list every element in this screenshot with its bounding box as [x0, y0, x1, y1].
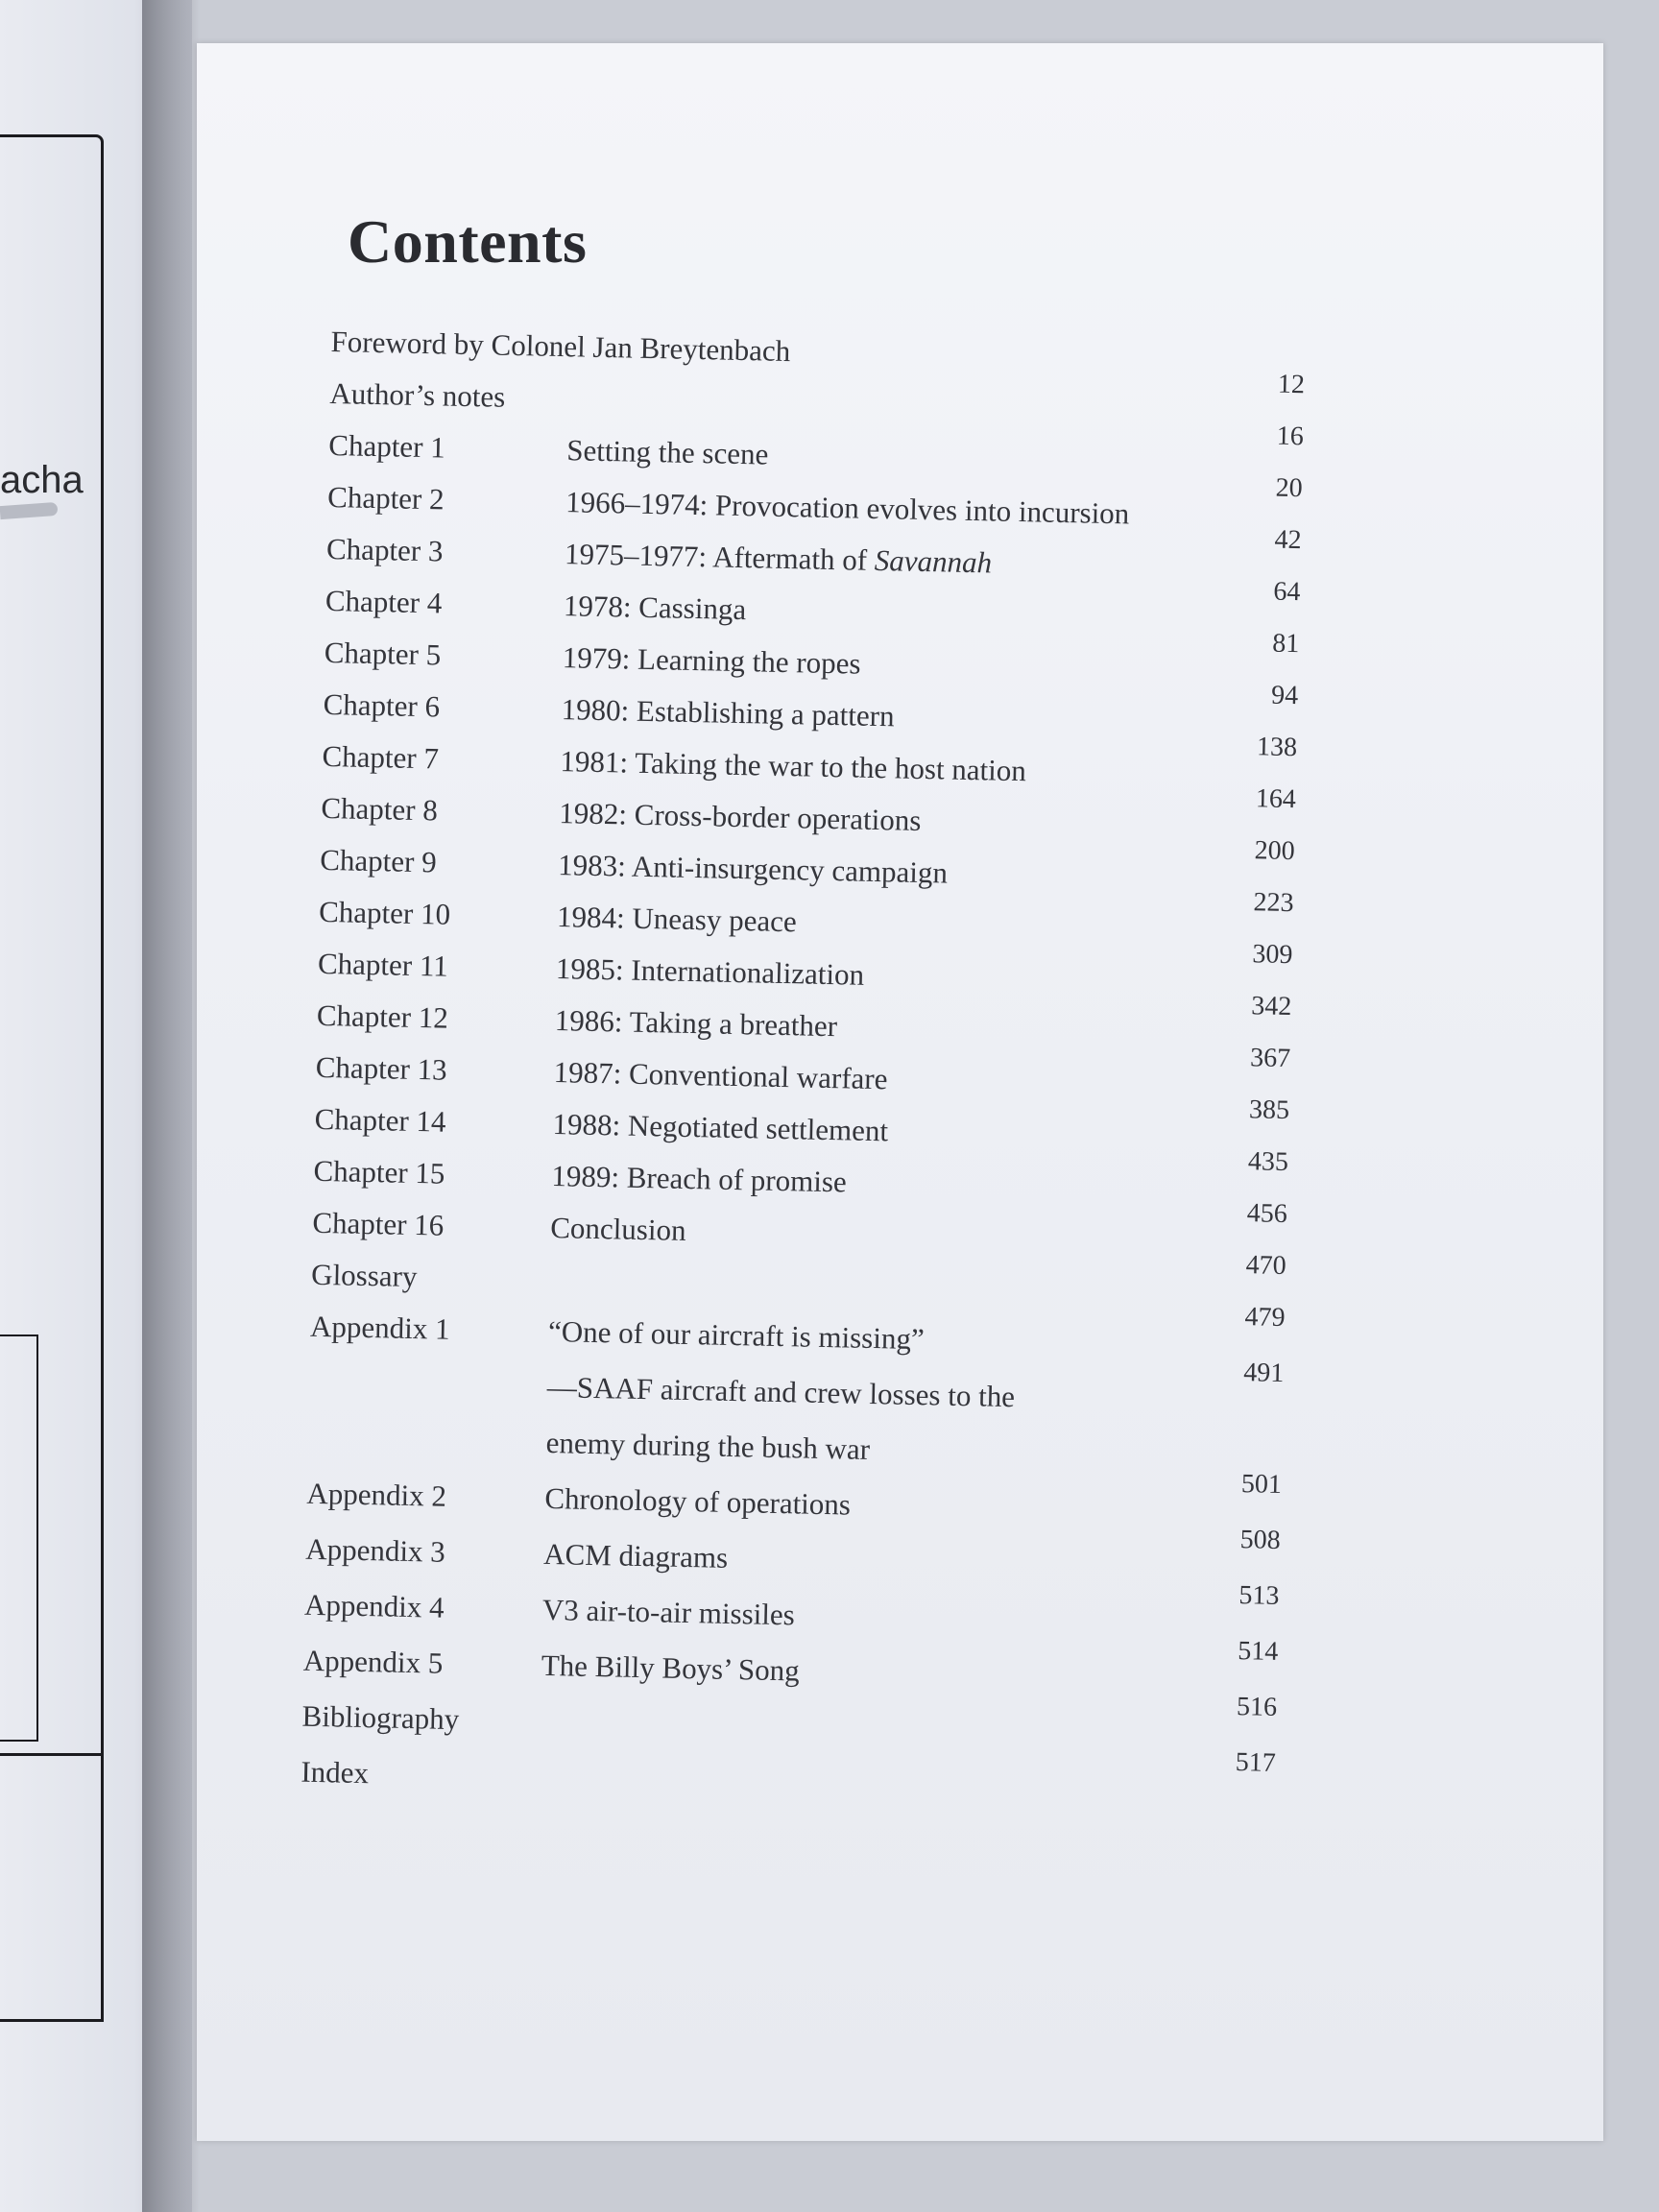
toc-entry-page-number: 517: [1235, 1747, 1277, 1778]
toc-entry-label: Chapter 4: [325, 583, 443, 620]
toc-entry-label: Chapter 12: [316, 998, 449, 1035]
toc-entry-label: Author’s notes: [329, 375, 506, 414]
toc-entry-label: Chapter 8: [321, 790, 439, 828]
toc-entry-title: 1980: Establishing a pattern: [561, 692, 895, 733]
toc-entry-label: Chapter 13: [315, 1049, 448, 1087]
left-page-box: [0, 1334, 38, 1742]
toc-entry-page-number: 508: [1239, 1525, 1282, 1555]
toc-entry-label: Foreword by Colonel Jan Breytenbach: [330, 325, 791, 369]
toc-entry-page-number: 342: [1251, 991, 1292, 1022]
toc-entry-label: Appendix 5: [302, 1643, 444, 1680]
toc-entry-title: 1986: Taking a breather: [554, 1003, 838, 1044]
toc-entry-page-number: 138: [1256, 732, 1298, 763]
toc-entry-title: 1983: Anti-insurgency campaign: [557, 848, 949, 890]
toc-entry-title: “One of our aircraft is missing”: [547, 1313, 926, 1357]
toc-entry-title: ACM diagrams: [542, 1536, 729, 1575]
toc-entry-title: Setting the scene: [565, 433, 769, 471]
toc-entry-title: V3 air-to-air missiles: [541, 1592, 796, 1632]
toc-entry-title: Chronology of operations: [544, 1480, 852, 1522]
toc-entry-page-number: 456: [1246, 1198, 1288, 1230]
toc-entry-label: Chapter 14: [314, 1101, 446, 1139]
toc-entry-title: 1966–1974: Provocation evolves into incursion: [565, 485, 1130, 531]
toc-entry-title: 1981: Taking the war to the host nation: [560, 744, 1027, 788]
toc-entry-title: 1975–1977: Aftermath of Savannah: [564, 537, 993, 580]
toc-entry-label: Appendix 4: [303, 1587, 445, 1624]
toc-entry-label: Chapter 10: [318, 894, 451, 931]
toc-entry-label: Chapter 11: [317, 946, 449, 983]
toc-entry-page-number: 491: [1243, 1358, 1285, 1389]
toc-entry-title: 1988: Negotiated settlement: [552, 1107, 889, 1148]
toc-entry-page-number: 435: [1247, 1146, 1289, 1178]
toc-entry-label: Chapter 1: [328, 427, 446, 465]
toc-entry-title: 1989: Breach of promise: [551, 1159, 848, 1199]
toc-entry-page-number: 513: [1238, 1580, 1280, 1611]
toc-entry-label: Chapter 16: [312, 1205, 445, 1242]
toc-entry-label: Index: [301, 1754, 370, 1791]
toc-entry-title: 1987: Conventional warfare: [553, 1055, 888, 1096]
toc-entry-title-italic: Savannah: [874, 542, 993, 580]
toc-entry-page-number: 385: [1248, 1094, 1290, 1126]
toc-entry-label: Appendix 2: [306, 1476, 447, 1513]
toc-entry-page-number: 200: [1254, 835, 1296, 867]
toc-entry-page-number: 42: [1274, 524, 1302, 556]
toc-entry-page-number: 12: [1277, 369, 1306, 400]
toc-entry-page-number: 367: [1249, 1043, 1291, 1074]
book-spine-shadow: [142, 0, 200, 2212]
toc-entry-page-number: 164: [1255, 783, 1297, 815]
toc-entry-page-number: 20: [1275, 472, 1303, 504]
toc-entry-page-number: 16: [1276, 421, 1305, 452]
toc-entry-page-number: 514: [1237, 1636, 1279, 1667]
toc-entry-title: 1979: Learning the ropes: [562, 640, 861, 681]
left-page-fragment-text: acha: [0, 459, 84, 501]
toc-entry-label: Chapter 7: [322, 738, 440, 776]
toc-entry-page-number: 94: [1270, 680, 1299, 711]
toc-entry-page-number: 309: [1252, 939, 1293, 971]
toc-entry-title: enemy during the bush war: [545, 1425, 871, 1467]
toc-entry-label: Chapter 2: [326, 479, 445, 517]
toc-entry-title: —SAAF aircraft and crew losses to the: [546, 1369, 1016, 1414]
toc-entry-label: Bibliography: [301, 1698, 460, 1737]
toc-entry-label: Chapter 6: [323, 686, 441, 724]
table-of-contents: [301, 325, 1358, 1832]
toc-entry-page-number: 223: [1253, 887, 1294, 919]
toc-entry-label: Chapter 3: [325, 531, 444, 568]
toc-entry-label: Appendix 3: [304, 1531, 446, 1569]
toc-entry-label: Glossary: [310, 1257, 418, 1294]
left-page-rule: [0, 1753, 101, 1756]
toc-entry-page-number: 501: [1240, 1469, 1283, 1500]
toc-entry-page-number: 64: [1273, 576, 1301, 608]
toc-entry-label: Chapter 9: [319, 842, 438, 879]
toc-entry-title: Conclusion: [549, 1210, 686, 1247]
toc-entry-page-number: 81: [1271, 628, 1300, 660]
toc-entry-label: Chapter 15: [313, 1153, 445, 1190]
toc-entry-page-number: 516: [1236, 1692, 1278, 1722]
toc-entry-title: 1982: Cross-border operations: [559, 796, 922, 837]
toc-entry-title: 1978: Cassinga: [563, 589, 747, 627]
toc-entry-title: The Billy Boys’ Song: [541, 1647, 801, 1688]
toc-entry-page-number: 470: [1245, 1250, 1287, 1282]
page-title: Contents: [348, 207, 588, 276]
toc-entry-page-number: 479: [1244, 1302, 1286, 1334]
toc-entry-title: 1984: Uneasy peace: [556, 900, 798, 939]
toc-entry-title: 1985: Internationalization: [555, 951, 865, 992]
toc-entry-label: Chapter 5: [324, 635, 442, 672]
toc-entry-label: Appendix 1: [309, 1309, 450, 1346]
